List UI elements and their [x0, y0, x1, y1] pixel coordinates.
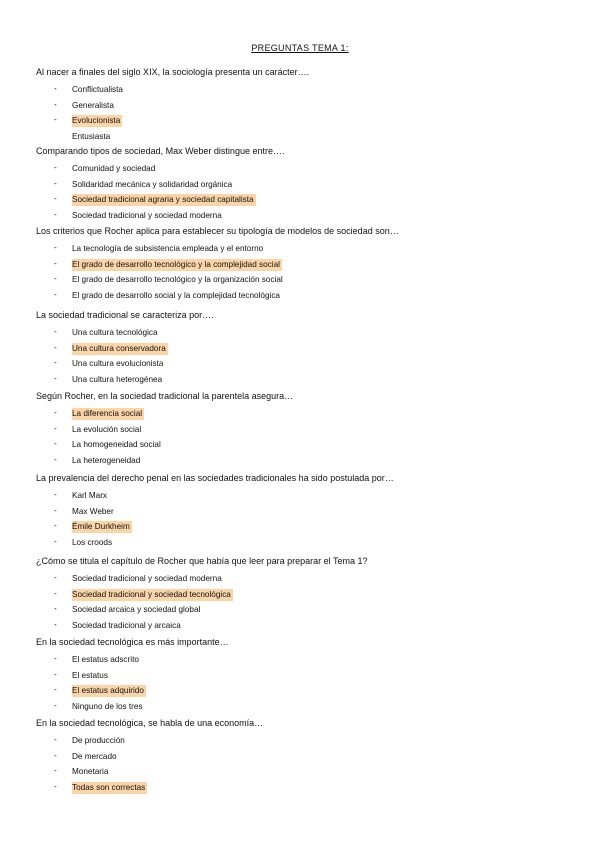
option-text: El grado de desarrollo tecnológico y la complejidad social [72, 259, 280, 269]
bullet-dash: - [54, 604, 57, 613]
question-text: Comparando tipos de sociedad, Max Weber distingue entre…. [36, 146, 285, 156]
bullet-dash: - [54, 83, 57, 93]
bullet-dash: - [54, 536, 57, 546]
page-title: PREGUNTAS TEMA 1: [251, 43, 349, 53]
option-text: La heterogeneidad [72, 455, 141, 465]
bullet-dash: - [54, 572, 57, 582]
bullet-dash: - [54, 521, 57, 530]
option-text: La evolución social [72, 424, 142, 434]
question-text: Según Rocher, en la sociedad tradicional la parentela asegura… [36, 391, 294, 401]
option-text: De producción [72, 735, 125, 745]
question-text: La prevalencia del derecho penal en las sociedades tradicionales ha sido postulada por… [36, 473, 394, 483]
bullet-dash: - [54, 274, 57, 283]
option-text: Sociedad arcaica y sociedad global [72, 605, 201, 614]
option-text: Sociedad tradicional agraria y sociedad capitalista [72, 195, 254, 204]
bullet-dash: - [54, 289, 57, 299]
option-text: Una cultura evolucionista [72, 359, 164, 368]
bullet-dash: - [54, 242, 57, 252]
bullet-dash: - [54, 326, 57, 336]
option-text: La homogeneidad social [72, 440, 161, 449]
option-text: Los croods [72, 537, 113, 547]
option-text: Sociedad tradicional y arcaica [72, 620, 181, 630]
option-text: Karl Marx [72, 490, 108, 500]
option-text: Comunidad y sociedad [72, 163, 156, 173]
option-text: La tecnología de subsistencia empleada y el entorno [72, 243, 264, 253]
option-text: Sociedad tradicional y sociedad moderna [72, 573, 222, 583]
option-text: Solidaridad mecánica y solidaridad orgánica [72, 179, 233, 189]
question-text: La sociedad tradicional se caracteriza por…. [36, 310, 214, 320]
option-text: Generalista [72, 100, 114, 110]
bullet-dash: - [54, 700, 57, 710]
bullet-dash: - [54, 750, 57, 760]
bullet-dash: - [54, 588, 57, 598]
option-text: El grado de desarrollo social y la complejidad tecnológica [72, 290, 280, 300]
option-text: Una cultura conservadora [72, 343, 166, 353]
question-text: En la sociedad tecnológica es más importante… [36, 637, 229, 647]
bullet-dash: - [54, 115, 57, 124]
bullet-dash: - [54, 178, 57, 188]
bullet-dash: - [54, 423, 57, 433]
bullet-dash: - [54, 439, 57, 448]
question-text: ¿Cómo se titula el capítulo de Rocher que había que leer para preparar el Tema 1? [36, 556, 368, 566]
question-text: En la sociedad tecnológica, se habla de una economía… [36, 718, 264, 728]
option-text: Conflictualista [72, 84, 123, 94]
option-text: Evolucionista [72, 116, 121, 125]
option-text: Todas son correctas [72, 782, 146, 792]
bullet-dash: - [54, 99, 57, 109]
bullet-dash: - [54, 209, 57, 219]
option-text: Sociedad tradicional y sociedad moderna [72, 210, 222, 220]
bullet-dash: - [54, 194, 57, 203]
bullet-dash: - [54, 685, 57, 694]
option-text: Una cultura heterogénea [72, 374, 163, 384]
bullet-dash: - [54, 734, 57, 744]
bullet-dash: - [54, 505, 57, 515]
bullet-dash: - [54, 454, 57, 464]
option-text: El grado de desarrollo tecnológico y la organización social [72, 275, 283, 284]
question-text: Al nacer a finales del siglo XIX, la sociología presenta un carácter…. [36, 67, 310, 77]
option-text: De mercado [72, 751, 117, 761]
option-text: Sociedad tradicional y sociedad tecnológica [72, 589, 231, 599]
option-text: Una cultura tecnológica [72, 327, 158, 337]
option-text: El estatus adscrito [72, 654, 139, 664]
option-text: Entusiasta [72, 131, 111, 141]
option-text: Ninguno de los tres [72, 701, 143, 711]
option-text: El estatus adquirido [72, 686, 144, 695]
bullet-dash: - [54, 489, 57, 499]
bullet-dash: - [54, 258, 57, 268]
bullet-dash: - [54, 669, 57, 679]
option-text: Max Weber [72, 506, 114, 516]
bullet-dash: - [54, 342, 57, 352]
bullet-dash: - [54, 766, 57, 775]
option-text: El estatus [72, 670, 108, 680]
bullet-dash: - [54, 781, 57, 791]
bullet-dash: - [54, 358, 57, 367]
option-text: Monetaria [72, 767, 109, 776]
option-text: Émile Durkheim [72, 522, 130, 531]
bullet-dash: - [54, 373, 57, 383]
bullet-dash: - [54, 653, 57, 663]
bullet-dash: - [54, 407, 57, 417]
option-text: La diferencia social [72, 408, 143, 418]
bullet-dash: - [54, 619, 57, 629]
bullet-dash: - [54, 162, 57, 172]
question-text: Los criterios que Rocher aplica para establecer su tipología de modelos de sociedad son… [36, 226, 399, 236]
